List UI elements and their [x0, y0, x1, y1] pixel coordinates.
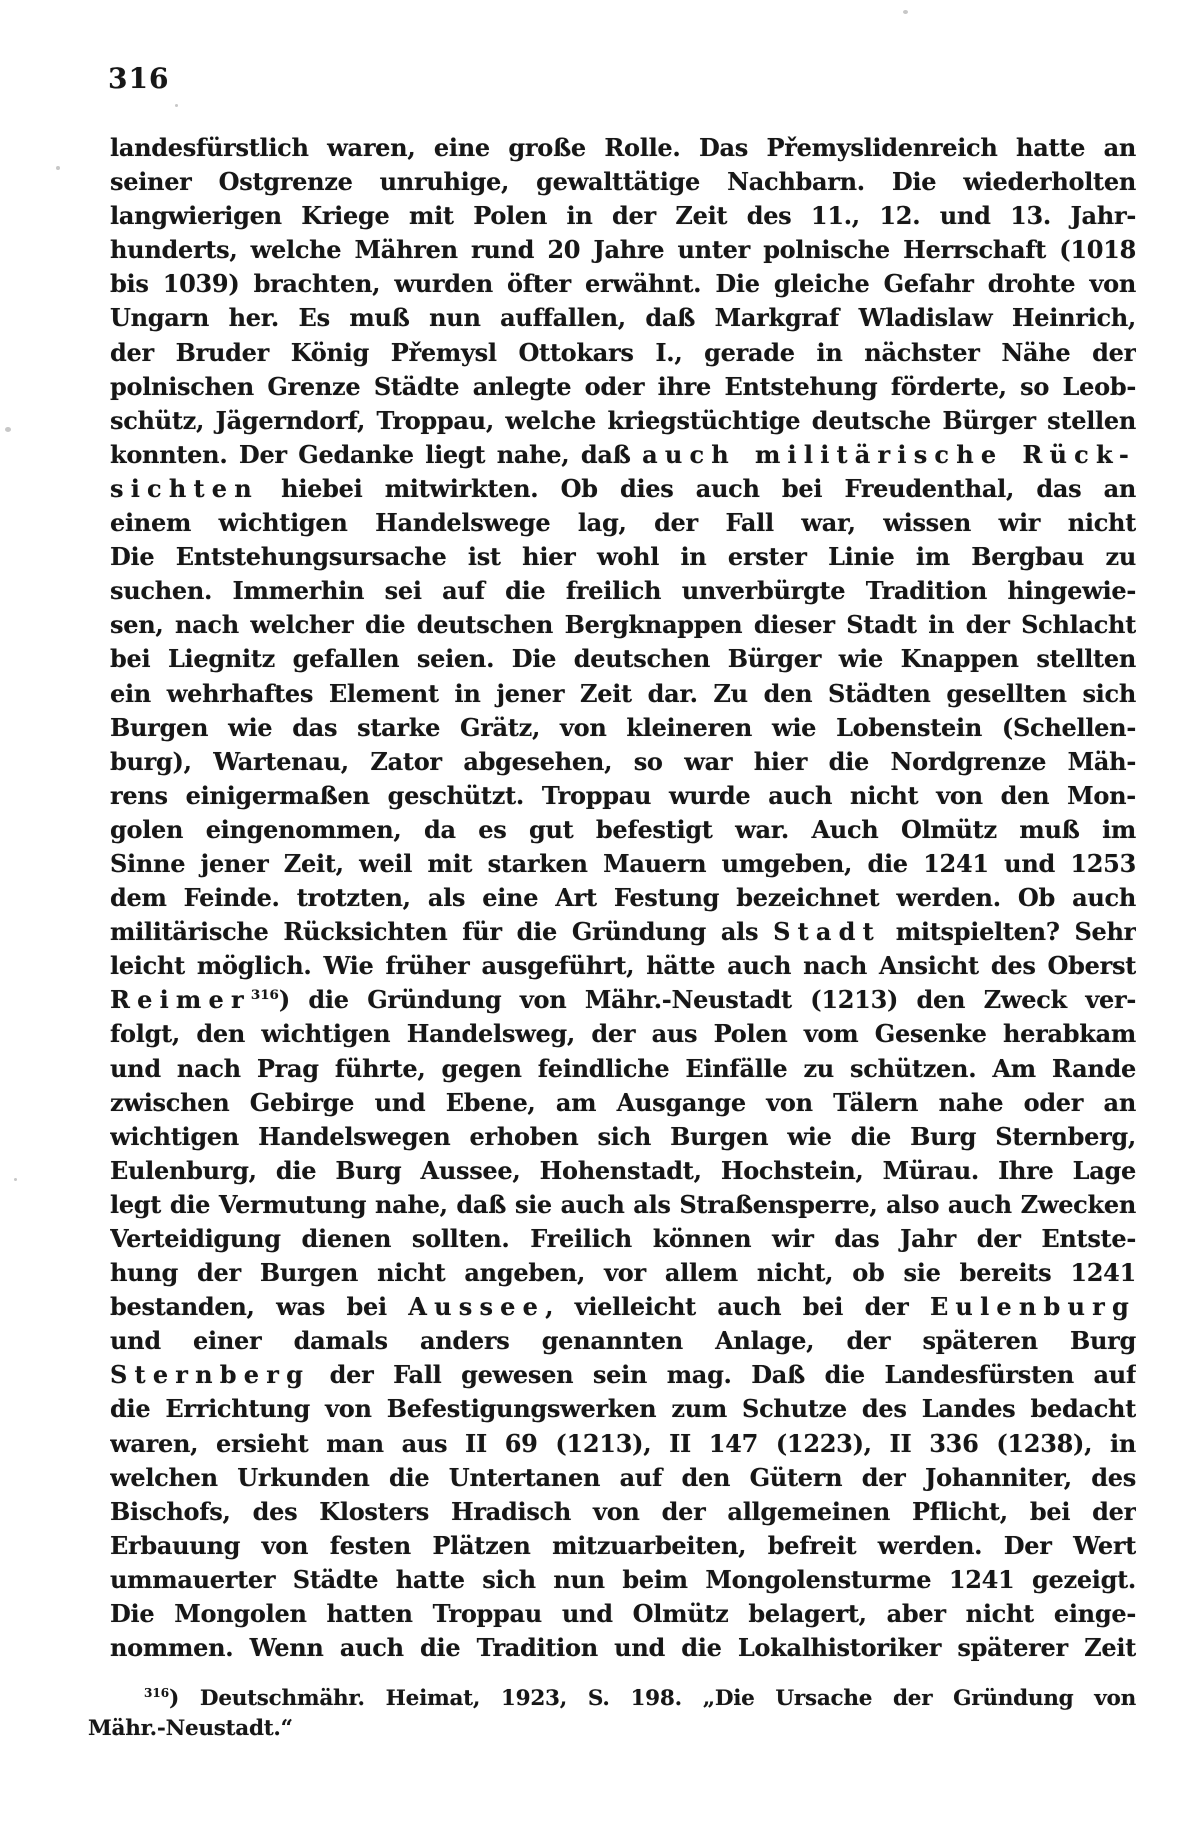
text-line	[110, 370, 1136, 404]
text-segment: waren, ersieht man aus II 69 (1213), II 147 (1223), II 336 (1238), in	[110, 1428, 1136, 1458]
text-line	[110, 1392, 1136, 1426]
text-segment: Eulenburg, die Burg Aussee, Hohenstadt, Hochstein, Mürau. Ihre Lage	[110, 1155, 1136, 1185]
text-segment: konnten. Der Gedanke liegt nahe, daß	[110, 439, 643, 469]
text-segment: , vielleicht auch bei der	[545, 1292, 930, 1322]
footnote-line	[88, 1684, 1136, 1714]
text-line	[110, 915, 1136, 949]
body-text	[110, 131, 1136, 1665]
text-segment: Bischofs, des Klosters Hradisch von der allgemeinen Pflicht, bei der	[110, 1496, 1136, 1526]
text-line	[110, 1290, 1136, 1324]
text-segment: militärische Rücksichten für die Gründung als	[110, 917, 774, 947]
scan-speck	[14, 1178, 17, 1181]
text-line	[110, 336, 1136, 370]
text-line	[110, 1358, 1136, 1392]
text-line	[110, 847, 1136, 881]
text-segment: ummauerter Städte hatte sich nun beim Mongolensturme 1241 gezeigt.	[110, 1564, 1136, 1594]
emphasized-text: Aussee	[408, 1292, 546, 1322]
text-segment: Die Entstehungsursache ist hier wohl in erster Linie im Bergbau zu	[110, 542, 1136, 572]
emphasized-text: auch militärische Rück-	[642, 439, 1136, 469]
text-line	[110, 131, 1136, 165]
text-segment: langwierigen Kriege mit Polen in der Zeit des 11., 12. und 13. Jahr-	[110, 201, 1136, 231]
text-line	[110, 1529, 1136, 1563]
emphasized-text: Sternberg	[110, 1360, 311, 1390]
text-line	[110, 540, 1136, 574]
text-line	[110, 165, 1136, 199]
text-segment: dem Feinde. trotzten, als eine Art Festung bezeichnet werden. Ob auch	[110, 883, 1136, 913]
text-segment: wichtigen Handelswegen erhoben sich Burgen wie die Burg Sternberg,	[110, 1121, 1136, 1151]
text-line	[110, 301, 1136, 335]
scan-speck	[903, 10, 908, 14]
text-line	[110, 1222, 1136, 1256]
text-segment: Verteidigung dienen sollten. Freilich können wir das Jahr der Entste-	[110, 1224, 1136, 1253]
text-segment: Erbauung von festen Plätzen mitzuarbeiten, befreit werden. Der Wert	[110, 1530, 1136, 1560]
text-line	[110, 1154, 1136, 1188]
text-line	[110, 199, 1136, 233]
text-segment: sen, nach welcher die deutschen Bergknappen dieser Stadt in der Schlacht	[110, 610, 1136, 640]
scan-speck	[175, 104, 178, 107]
text-line	[110, 1188, 1136, 1222]
text-segment: golen eingenommen, da es gut befestigt war. Auch Olmütz muß im	[110, 814, 1136, 844]
text-line	[110, 881, 1136, 915]
text-line	[110, 711, 1136, 745]
text-segment: Ungarn her. Es muß nun auffallen, daß Markgraf Wladislaw Heinrich,	[110, 303, 1136, 333]
footnote-ref: 316	[144, 1685, 170, 1700]
emphasized-text: sichten	[110, 473, 259, 503]
text-line	[110, 574, 1136, 608]
text-segment: Burgen wie das starke Grätz, von kleineren wie Lobenstein (Schellen-	[110, 712, 1136, 742]
text-segment: legt die Vermutung nahe, daß sie auch als Straßensperre, also auch Zwecken	[110, 1189, 1136, 1219]
text-segment: Die Mongolen hatten Troppau und Olmütz belagert, aber nicht einge-	[110, 1599, 1136, 1629]
text-line	[110, 949, 1136, 983]
text-line	[110, 608, 1136, 642]
text-line	[110, 233, 1136, 267]
text-segment: bestanden, was bei	[110, 1292, 409, 1322]
text-segment: bis 1039) brachten, wurden öfter erwähnt. Die gleiche Gefahr drohte von	[110, 269, 1136, 299]
text-segment: ) die Gründung von Mähr.-Neustadt (1213) den Zweck ver-	[278, 985, 1136, 1015]
text-segment: polnischen Grenze Städte anlegte oder ihre Entstehung förderte, so Leob-	[110, 371, 1136, 401]
text-segment: mitspielten? Sehr	[880, 917, 1136, 947]
text-line	[110, 1563, 1136, 1597]
emphasized-text: Stadt	[773, 917, 881, 947]
text-segment: hung der Burgen nicht angeben, vor allem nicht, ob sie bereits 1241	[110, 1258, 1136, 1288]
text-line	[110, 779, 1136, 813]
text-line	[110, 813, 1136, 847]
text-line	[110, 1427, 1136, 1461]
text-line	[110, 506, 1136, 540]
text-segment: einem wichtigen Handelswege lag, der Fall war, wissen wir nicht	[110, 508, 1136, 538]
text-segment: suchen. Immerhin sei auf die freilich unverbürgte Tradition hingewie-	[110, 576, 1136, 606]
footnote-line	[88, 1714, 1136, 1744]
text-segment: der Bruder König Přemysl Ottokars I., gerade in nächster Nähe der	[110, 337, 1136, 367]
text-segment: burg), Wartenau, Zator abgesehen, so war hier die Nordgrenze Mäh-	[110, 746, 1136, 776]
text-segment: schütz, Jägerndorf, Troppau, welche kriegstüchtige deutsche Bürger stellen	[110, 405, 1136, 435]
text-line	[110, 1597, 1136, 1631]
text-segment: bei Liegnitz gefallen seien. Die deutschen Bürger wie Knappen stellten	[110, 644, 1136, 674]
text-line	[110, 472, 1136, 506]
text-segment: die Errichtung von Befestigungswerken zum Schutze des Landes bedacht	[110, 1394, 1136, 1424]
text-line	[110, 983, 1136, 1017]
text-segment: und einer damals anders genannten Anlage, der späteren Burg	[110, 1326, 1136, 1356]
text-segment: leicht möglich. Wie früher ausgeführt, hätte auch nach Ansicht des Oberst	[110, 951, 1136, 981]
text-segment: rens einigermaßen geschützt. Troppau wurde auch nicht von den Mon-	[110, 780, 1136, 810]
text-line	[110, 404, 1136, 438]
text-line	[110, 745, 1136, 779]
text-segment: hunderts, welche Mähren rund 20 Jahre unter polnische Herrschaft (1018	[110, 235, 1136, 265]
footnote-text	[88, 1684, 1136, 1743]
text-line	[110, 1461, 1136, 1495]
emphasized-text: Reimer	[110, 985, 251, 1015]
text-segment: hiebei mitwirkten. Ob dies auch bei Freudenthal, das an	[258, 473, 1136, 503]
text-segment: zwischen Gebirge und Ebene, am Ausgange von Tälern nahe oder an	[110, 1087, 1136, 1117]
text-line	[110, 1495, 1136, 1529]
text-segment: folgt, den wichtigen Handelsweg, der aus Polen vom Gesenke herabkam	[110, 1019, 1136, 1049]
text-line	[110, 1052, 1136, 1086]
text-line	[110, 642, 1136, 676]
scan-speck	[5, 427, 11, 432]
text-line	[110, 438, 1136, 472]
text-line	[110, 1324, 1136, 1358]
text-line	[110, 267, 1136, 301]
text-line	[110, 677, 1136, 711]
text-segment: ) Deutschmähr. Heimat, 1923, S. 198. „Die Ursache der Gründung von	[169, 1686, 1136, 1711]
text-line	[110, 1256, 1136, 1290]
text-segment: und nach Prag führte, gegen feindliche Einfälle zu schützen. Am Rande	[110, 1053, 1136, 1083]
text-line	[110, 1017, 1136, 1051]
text-segment: der Fall gewesen sein mag. Daß die Landesfürsten auf	[310, 1360, 1136, 1390]
scan-speck	[56, 166, 60, 170]
page-number: 316	[108, 62, 170, 95]
text-line	[110, 1631, 1136, 1665]
text-segment: landesfürstlich waren, eine große Rolle. Das Přemyslidenreich hatte an	[110, 133, 1136, 162]
text-line	[110, 1120, 1136, 1154]
footnote-ref: 316	[250, 987, 279, 1004]
text-segment: Sinne jener Zeit, weil mit starken Mauern umgeben, die 1241 und 1253	[110, 848, 1136, 878]
text-segment: Mähr.-Neustadt.“	[88, 1715, 293, 1741]
text-line	[110, 1086, 1136, 1120]
text-segment: seiner Ostgrenze unruhige, gewalttätige Nachbarn. Die wiederholten	[110, 167, 1136, 197]
text-segment: ein wehrhaftes Element in jener Zeit dar. Zu den Städten gesellten sich	[110, 678, 1136, 708]
text-segment: welchen Urkunden die Untertanen auf den Gütern der Johanniter, des	[110, 1462, 1136, 1492]
text-segment: nommen. Wenn auch die Tradition und die Lokalhistoriker späterer Zeit	[110, 1633, 1136, 1663]
emphasized-text: Eulenburg	[929, 1292, 1136, 1322]
